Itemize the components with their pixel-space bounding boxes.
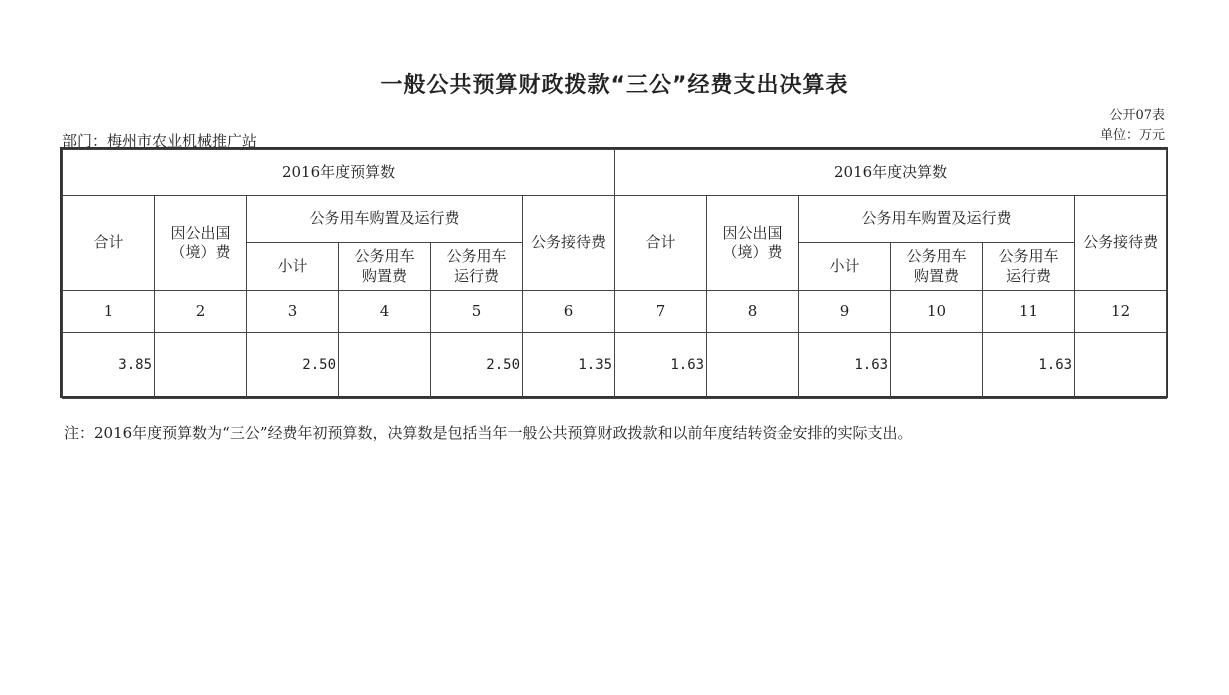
final-header: 2016年度决算数 xyxy=(615,150,1167,196)
value-cell xyxy=(155,333,247,399)
value-cell: 1.63 xyxy=(615,333,707,399)
unit-label: 单位：万元 xyxy=(1099,128,1165,143)
value-cell: 2.50 xyxy=(247,333,339,399)
department-label: 部门：梅州市农业机械推广站 xyxy=(62,132,258,150)
form-number: 公开07表 xyxy=(1109,108,1165,123)
value-cell xyxy=(891,333,983,399)
col-operation-final: 公务用车 运行费 xyxy=(983,243,1075,291)
value-cell xyxy=(707,333,799,399)
col-reception-budget: 公务接待费 xyxy=(523,196,615,291)
col-number: 12 xyxy=(1075,291,1167,333)
col-vehicle-final: 公务用车购置及运行费 xyxy=(799,196,1075,243)
col-abroad-budget: 因公出国 （境）费 xyxy=(155,196,247,291)
value-cell: 2.50 xyxy=(431,333,523,399)
col-number: 11 xyxy=(983,291,1075,333)
col-number: 10 xyxy=(891,291,983,333)
col-number: 4 xyxy=(339,291,431,333)
col-total-budget: 合计 xyxy=(63,196,155,291)
value-cell: 1.35 xyxy=(523,333,615,399)
col-total-final: 合计 xyxy=(615,196,707,291)
col-number: 3 xyxy=(247,291,339,333)
value-cell: 1.63 xyxy=(799,333,891,399)
col-reception-final: 公务接待费 xyxy=(1075,196,1167,291)
col-number: 5 xyxy=(431,291,523,333)
col-vehicle-budget: 公务用车购置及运行费 xyxy=(247,196,523,243)
col-operation-budget: 公务用车 运行费 xyxy=(431,243,523,291)
value-cell xyxy=(1075,333,1167,399)
value-cell: 1.63 xyxy=(983,333,1075,399)
col-purchase-final: 公务用车 购置费 xyxy=(891,243,983,291)
budget-header: 2016年度预算数 xyxy=(63,150,615,196)
col-subtotal-budget: 小计 xyxy=(247,243,339,291)
col-abroad-final: 因公出国 （境）费 xyxy=(707,196,799,291)
col-number: 8 xyxy=(707,291,799,333)
value-cell: 3.85 xyxy=(63,333,155,399)
report-title: 一般公共预算财政拨款“三公”经费支出决算表 xyxy=(380,73,849,98)
col-purchase-budget: 公务用车 购置费 xyxy=(339,243,431,291)
col-number: 7 xyxy=(615,291,707,333)
col-number: 1 xyxy=(63,291,155,333)
footnote: 注：2016年度预算数为“三公”经费年初预算数，决算数是包括当年一般公共预算财政拨款和以前年度结转资金安排的实际支出。 xyxy=(64,424,913,442)
col-number: 2 xyxy=(155,291,247,333)
col-number: 9 xyxy=(799,291,891,333)
expenditure-table xyxy=(60,147,1168,398)
col-subtotal-final: 小计 xyxy=(799,243,891,291)
col-number: 6 xyxy=(523,291,615,333)
value-cell xyxy=(339,333,431,399)
